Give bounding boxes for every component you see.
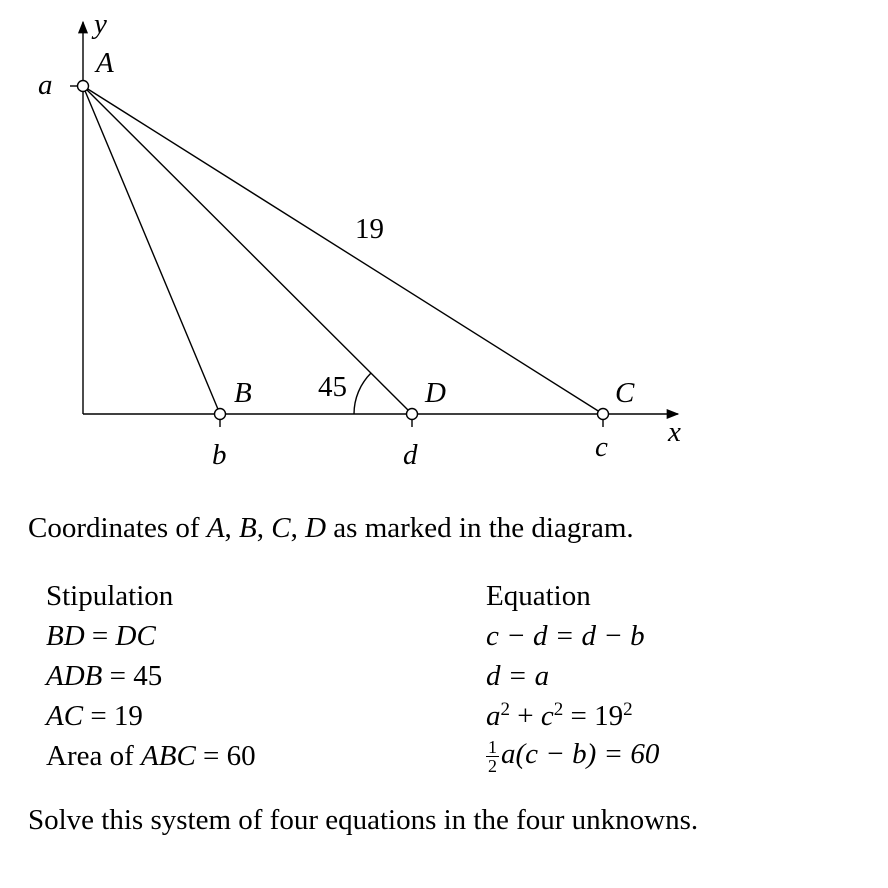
table-row bbox=[40, 696, 659, 736]
table-row bbox=[40, 656, 659, 696]
coord-label-b: b bbox=[212, 439, 227, 471]
point-c bbox=[598, 409, 609, 420]
point-a bbox=[78, 81, 89, 92]
table-row bbox=[40, 616, 659, 656]
point-d bbox=[407, 409, 418, 420]
equation-cell: $a^2 + c^2 = 19^2$ bbox=[486, 698, 633, 732]
label-point-d: D bbox=[425, 377, 446, 409]
segment-ad bbox=[83, 86, 412, 414]
x-axis-label: x bbox=[668, 416, 681, 448]
equation-cell: d = a bbox=[486, 659, 550, 692]
side-label-ac: 19 bbox=[355, 213, 384, 245]
label-point-a: A bbox=[96, 47, 114, 79]
stipulation-equation-table bbox=[40, 576, 659, 776]
fraction-one-half: $\frac{1}{2}$ bbox=[488, 736, 497, 776]
stipulation-cell: ADB = 45 bbox=[46, 659, 163, 692]
angle-label-adb: 45 bbox=[318, 371, 347, 403]
stipulation-cell: AC = 19 bbox=[46, 699, 143, 732]
label-point-b: B bbox=[234, 377, 252, 409]
instruction-text: Solve this system of four equations in the four unknowns. bbox=[28, 804, 699, 836]
diagram-caption: Coordinates of A, B, C, D as marked in the diagram. bbox=[28, 512, 634, 544]
header-stipulation: Stipulation bbox=[46, 579, 174, 612]
equation-cell: c − d = d − b bbox=[486, 619, 645, 652]
segment-ac bbox=[83, 86, 603, 414]
coord-label-a: a bbox=[38, 69, 53, 101]
table-header-row bbox=[40, 576, 659, 616]
table-row bbox=[40, 736, 659, 776]
segment-ab bbox=[83, 86, 220, 414]
stipulation-cell: Area of ABC = 60 bbox=[46, 739, 256, 772]
angle-arc-adb bbox=[354, 373, 371, 414]
equation-cell: $\frac{1}{2}$ a(c − b) = 60 bbox=[488, 736, 660, 776]
coord-label-c: c bbox=[595, 431, 608, 463]
header-equation: Equation bbox=[486, 579, 591, 612]
stipulation-cell: BD = DC bbox=[46, 619, 156, 652]
y-axis-label: y bbox=[94, 8, 107, 40]
point-b bbox=[215, 409, 226, 420]
label-point-c: C bbox=[615, 377, 635, 409]
coord-label-d: d bbox=[403, 439, 418, 471]
